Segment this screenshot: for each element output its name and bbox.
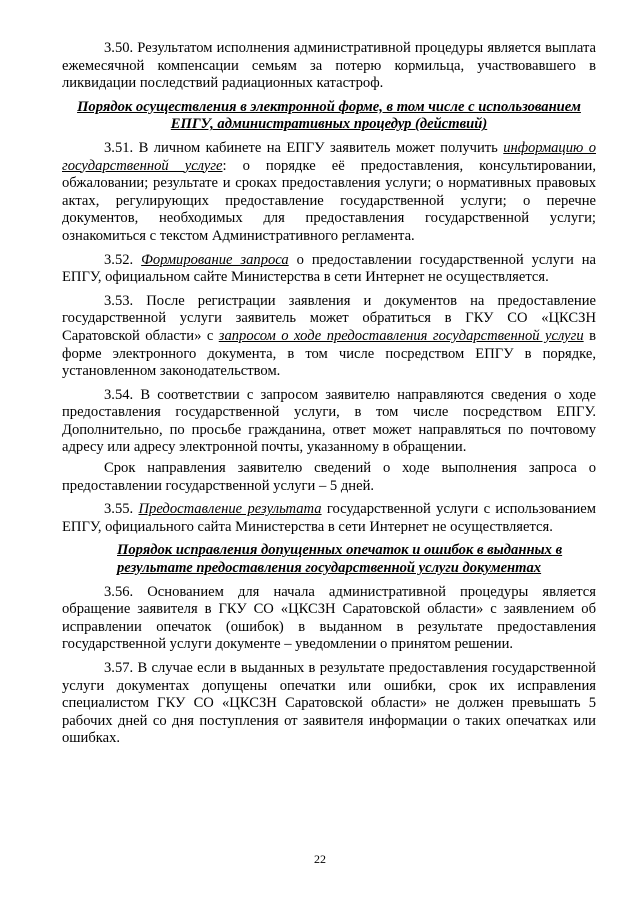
paragraph-3-55-emphasis: Предоставление результата [138,501,322,518]
paragraph-3-53-text-b: в форме электронного документа, в том числе посредством ЕПГУ в порядке, установленном законодательством. [62,327,596,380]
paragraph-3-52-text-b: о предоставлении государственной услуги на ЕПГУ, официальном сайте Министерства в сети Интернет не осуществляется. [62,251,596,286]
paragraph-3-50: 3.50. Результатом исполнения административной процедуры является выплата ежемесячной компенсации семьям за потерю кормильца, участвовавшего в ликвидации последствий радиационных катастроф. [62,40,596,92]
section-heading-corrections-line2: результате предоставления государственной услуги документах [117,560,542,577]
paragraph-3-57: 3.57. В случае если в выданных в результате предоставления государственной услуги документах допущены опечатки или ошибки, срок их исправления специалистом ГКУ СО «ЦКСЗН Саратовской области» не должен превышать 5 рабочих дней со дня поступления от заявителя информации о таких опечатках или ошибках. [62,660,596,747]
section-heading-corrections [62,542,596,577]
paragraph-3-51-text-b: : о порядке её предоставления, консультировании, обжаловании; результате и сроках предоставления услуги; о нормативных правовых актах, регулирующих предоставление государственной услуги; о перечне документов, необходимых для предоставления государственной услуги; ознакомиться с текстом Административного регламента. [62,157,596,244]
paragraph-3-53-emphasis: запросом о ходе предоставления государственной услуги [218,327,584,344]
paragraph-3-55 [62,501,596,536]
paragraph-3-54: 3.54. В соответствии с запросом заявителю направляются сведения о ходе предоставления государственной услуги, в том числе посредством ЕПГУ. Дополнительно, по просьбе гражданина, ответ может направляться по почтовому адресу или адресу электронной почты, указанному в обращении. [62,386,596,456]
paragraph-3-56: 3.56. Основанием для начала административной процедуры является обращение заявителя в ГКУ СО «ЦКСЗН Саратовской области» с заявлением об исправлении опечаток (ошибок) в выданном в результате предоставления государственной услуги документе – уведомлении о принятом решении. [62,583,596,653]
section-heading-electronic: Порядок осуществления в электронной форме, в том числе с использованием ЕПГУ, административных процедур (действий) [77,98,581,133]
paragraph-3-53 [62,293,596,381]
paragraph-3-51-text-a: 3.51. В личном кабинете на ЕПГУ заявитель может получить [104,139,504,156]
paragraph-3-55-text-a: 3.55. [104,501,139,518]
paragraph-3-55-text-b: государственной услуги с использованием ЕПГУ, официального сайта Министерства в сети Интернет не осуществляется. [62,501,596,535]
paragraph-3-54-deadline: Срок направления заявителю сведений о ходе выполнения запроса о предоставлении государственной услуги – 5 дней. [62,460,596,494]
page-number: 22 [314,852,326,866]
paragraph-3-52-emphasis: Формирование запроса [141,251,289,268]
paragraph-3-51 [62,140,596,246]
paragraph-3-52 [62,252,596,287]
paragraph-3-53-text-a: 3.53. После регистрации заявления и документов на предоставление государственной услуги заявитель может обратиться в ГКУ СО «ЦКСЗН Саратовской области» с [62,292,596,344]
paragraph-3-52-text-a: 3.52. [104,251,142,268]
paragraph-3-51-emphasis: информацию о государственной услуге [62,139,597,174]
section-heading-corrections-line1: Порядок исправления допущенных опечаток и ошибок в выданных в [117,542,563,559]
document-page [62,40,596,754]
